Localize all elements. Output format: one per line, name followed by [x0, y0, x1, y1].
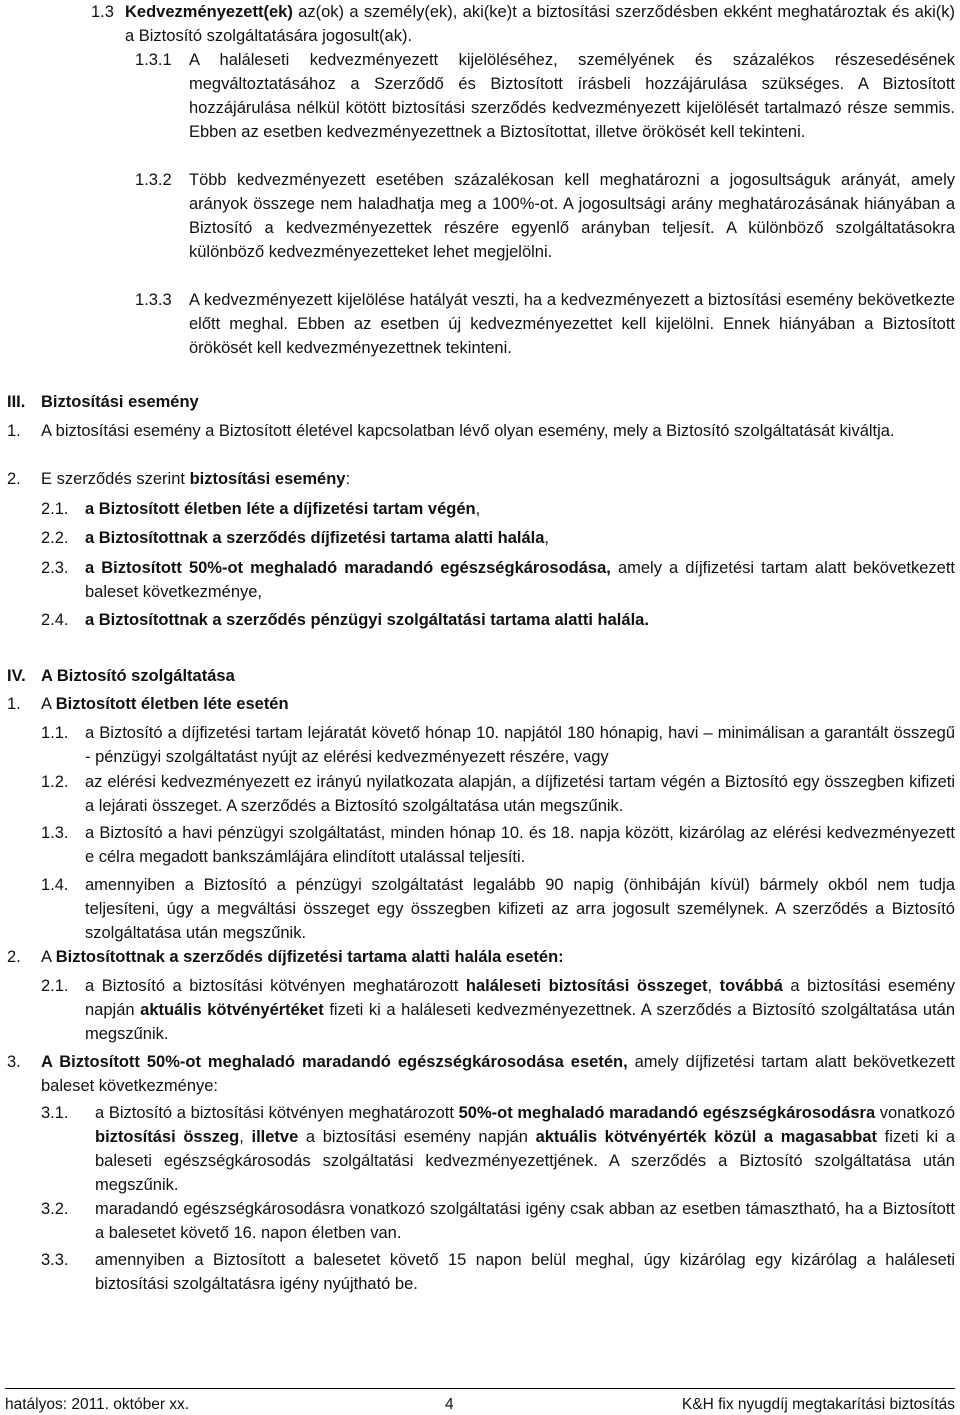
paragraph-number: 2.	[7, 470, 21, 488]
paragraph-number: 1.4.	[41, 876, 69, 894]
footer-product-name: K&H fix nyugdíj megtakarítási biztosítás	[681, 1396, 955, 1413]
paragraph-number: 1.1.	[41, 724, 69, 742]
paragraph-text: A haláleseti kedvezményezett kijelöléséhez, személyének és százalékos részesedésének megváltoztatásához a Szerződő és Biztosított írásbeli hozzájárulása szükséges. A Biztosított hozzájárulása nélkül kötött biztosítási szerződés kedvezményezett kijelölését tartalmazó része semmis. Ebben az esetben kedvezményezettnek a Biztosítottat, illetve örökösét kell tekinteni.	[189, 51, 955, 141]
paragraph-iv-3-2	[41, 1197, 955, 1245]
paragraph-text: Kedvezményezett(ek) az(ok) a személy(ek), aki(ke)t a biztosítási szerződésben ekként meghatároztak és aki(k) a Biztosító szolgáltatására jogosult(ak).	[125, 3, 955, 45]
section-title: Biztosítási esemény	[41, 393, 199, 411]
paragraph-text: a Biztosító a havi pénzügyi szolgáltatást, minden hónap 10. és 18. napja között, kizárólag az elérési kedvezményezett e célra megadott bankszámlájára elindított utalással teljesíti.	[85, 824, 955, 866]
paragraph-text: a Biztosítottnak a szerződés pénzügyi szolgáltatási tartama alatti halála.	[85, 611, 649, 629]
paragraph-iv-1-1	[41, 721, 955, 769]
section-heading-iv	[7, 664, 235, 688]
paragraph-1-3-2	[135, 168, 955, 264]
paragraph-iv-2-1	[41, 974, 955, 1046]
paragraph-text: maradandó egészségkárosodásra vonatkozó szolgáltatási igény csak abban az esetben támasztható, ha a Biztosított a balesetet követő 16. napon életben van.	[95, 1200, 955, 1242]
paragraph-number: 2.2.	[41, 529, 69, 547]
paragraph-iv-1	[7, 692, 955, 716]
paragraph-iv-3-1	[41, 1101, 955, 1197]
page-number: 4	[445, 1396, 454, 1413]
paragraph-number: 3.	[7, 1053, 21, 1071]
paragraph-number: 1.3.3	[135, 291, 172, 309]
paragraph-text: A Biztosítottnak a szerződés díjfizetési tartama alatti halála esetén:	[41, 948, 564, 966]
paragraph-text: E szerződés szerint biztosítási esemény:	[41, 470, 351, 488]
paragraph-1-3-1	[135, 48, 955, 144]
paragraph-text: amennyiben a Biztosított a balesetet követő 15 napon belül meghal, úgy kizárólag egy kizárólag a haláleseti biztosítási szolgáltatásra igény nyújtható be.	[95, 1251, 955, 1293]
paragraph-number: 1.3.1	[135, 51, 172, 69]
paragraph-text: amennyiben a Biztosító a pénzügyi szolgáltatást legalább 90 napig (önhibáján kívül) bármely okból nem tudja teljesíteni, úgy a megváltási összeget egy összegben kifizeti az arra jogosult személynek. A szerződés a Biztosító szolgáltatása után megszűnik.	[85, 876, 955, 942]
paragraph-iv-3	[7, 1050, 955, 1098]
paragraph-number: 2.1.	[41, 500, 69, 518]
paragraph-text: a Biztosított 50%-ot meghaladó maradandó egészségkárosodása, amely a díjfizetési tartam alatt bekövetkezett baleset következménye,	[85, 559, 955, 601]
paragraph-text: a Biztosító a díjfizetési tartam lejáratát követő hónap 10. napjától 180 hónapig, havi – minimálisan a garantált összegű - pénzügyi szolgáltatást nyújt az elérési kedvezményezett részére, vagy	[85, 724, 955, 766]
paragraph-text: A Biztosított életben léte esetén	[41, 695, 289, 713]
paragraph-number: 3.2.	[41, 1200, 69, 1218]
paragraph-1-3	[91, 0, 955, 48]
paragraph-iv-1-3	[41, 821, 955, 869]
paragraph-number: 3.3.	[41, 1251, 69, 1269]
paragraph-iii-2-2	[41, 526, 955, 550]
paragraph-number: 1.	[7, 695, 21, 713]
paragraph-iv-1-2	[41, 770, 955, 818]
paragraph-text: a Biztosítottnak a szerződés díjfizetési tartama alatti halála,	[85, 529, 549, 547]
paragraph-text: az elérési kedvezményezett ez irányú nyilatkozata alapján, a díjfizetési tartam végén a Biztosító egy összegben kifizeti a lejárati összeget. A szerződés a Biztosító szolgáltatása után megszűnik.	[85, 773, 955, 815]
paragraph-iii-2-1	[41, 497, 955, 521]
paragraph-number: 2.3.	[41, 559, 69, 577]
section-number: III.	[7, 393, 26, 411]
section-title: A Biztosító szolgáltatása	[41, 667, 235, 685]
paragraph-iii-2	[7, 467, 955, 491]
paragraph-number: 1.2.	[41, 773, 69, 791]
section-heading-iii	[7, 390, 199, 414]
paragraph-number: 2.1.	[41, 977, 69, 995]
paragraph-text: a Biztosító a biztosítási kötvényen meghatározott 50%-ot meghaladó maradandó egészségkárosodásra vonatkozó biztosítási összeg, illetve a biztosítási esemény napján aktuális kötvényérték közül a magasabbat fizeti ki a baleseti egészségkárosodás szolgáltatási kedvezményezettjének. A szerződés a Biztosító szolgáltatása után megszűnik.	[95, 1104, 955, 1194]
paragraph-iii-2-3	[41, 556, 955, 604]
paragraph-text: Több kedvezményezett esetében százalékosan kell meghatározni a jogosultságuk arányát, amely arányok összege nem haladhatja meg a 100%-ot. A jogosultsági arány meghatározásának hiányában a Biztosító a kedvezményezettek részére egyenlő arányban teljesít. A különböző szolgáltatásokra különböző kedvezményezetteket lehet megjelölni.	[189, 171, 955, 261]
paragraph-number: 2.	[7, 948, 21, 966]
paragraph-text: A biztosítási esemény a Biztosított életével kapcsolatban lévő olyan esemény, mely a Biztosító szolgáltatását kiváltja.	[41, 422, 895, 440]
paragraph-iv-2	[7, 945, 955, 969]
paragraph-number: 1.	[7, 422, 21, 440]
paragraph-iv-3-3	[41, 1248, 955, 1296]
paragraph-text: a Biztosító a biztosítási kötvényen meghatározott haláleseti biztosítási összeget, továbbá a biztosítási esemény napján aktuális kötvényértéket fizeti ki a haláleseti kedvezményezettnek. A szerződés a Biztosító szolgáltatása után megszűnik.	[85, 977, 956, 1043]
paragraph-number: 1.3	[91, 3, 114, 21]
paragraph-number: 2.4.	[41, 611, 69, 629]
paragraph-iii-1	[7, 419, 955, 443]
paragraph-text: A Biztosított 50%-ot meghaladó maradandó egészségkárosodása esetén, amely díjfizetési tartam alatt bekövetkezett baleset következménye:	[41, 1053, 955, 1095]
paragraph-iv-1-4	[41, 873, 955, 945]
paragraph-text: a Biztosított életben léte a díjfizetési tartam végén,	[85, 500, 481, 518]
paragraph-iii-2-4	[41, 608, 955, 632]
paragraph-number: 3.1.	[41, 1104, 69, 1122]
paragraph-text: A kedvezményezett kijelölése hatályát veszti, ha a kedvezményezett a biztosítási esemény bekövetkezte előtt meghal. Ebben az esetben új kedvezményezettet kell kijelölni. Ennek hiányában a Biztosított örökösét kell kedvezményezettnek tekinteni.	[189, 291, 955, 357]
paragraph-number: 1.3.2	[135, 171, 172, 189]
section-number: IV.	[7, 667, 26, 685]
page-footer	[5, 1388, 955, 1411]
footer-effective-date: hatályos: 2011. október xx.	[5, 1396, 190, 1413]
paragraph-1-3-3	[135, 288, 955, 360]
paragraph-number: 1.3.	[41, 824, 69, 842]
